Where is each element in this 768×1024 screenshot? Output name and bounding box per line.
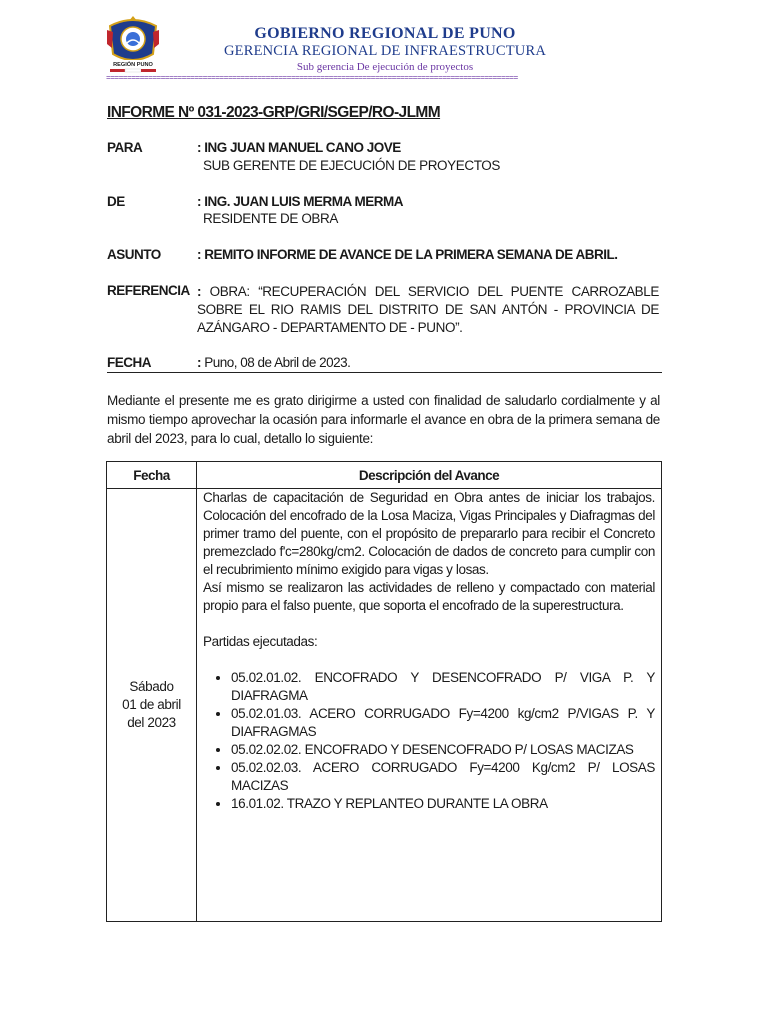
- fecha-block: [197, 355, 350, 370]
- fecha-value: Puno, 08 de Abril de 2023.: [201, 355, 351, 370]
- table-description-cell: [203, 489, 655, 813]
- date-line-1: Sábado: [129, 679, 174, 694]
- header-dept: GERENCIA REGIONAL DE INFRAESTRUCTURA: [223, 43, 547, 59]
- intro-paragraph: Mediante el presente me es grato dirigirme a usted con finalidad de saludarlo cordialmente y al mismo tiempo aprovechar la ocasión para informarle el avance en obra de la primera semana de abril del 2023, para lo cual, detallo lo siguiente:: [107, 393, 660, 446]
- partidas-list: [203, 669, 655, 813]
- fecha-label: FECHA: [107, 355, 151, 370]
- para-label: PARA: [107, 140, 143, 155]
- list-item: • 05.02.01.03. ACERO CORRUGADO Fy=4200 kg/cm2 P/VIGAS P. Y DIAFRAGMAS: [231, 705, 655, 741]
- fecha-colon: :: [197, 355, 201, 370]
- asunto-value: : REMITO INFORME DE AVANCE DE LA PRIMERA SEMANA DE ABRIL.: [197, 247, 618, 262]
- de-label: DE: [107, 194, 125, 209]
- table-header-descripcion: Descripción del Avance: [358, 468, 500, 483]
- list-item: • 05.02.02.03. ACERO CORRUGADO Fy=4200 Kg/cm2 P/ LOSAS MACIZAS: [231, 759, 655, 795]
- table-date-cell: [107, 678, 196, 732]
- date-line-3: del 2023: [127, 715, 176, 730]
- progress-table: [106, 461, 662, 922]
- referencia-colon: :: [197, 284, 202, 299]
- header-separator: ==================================================================================================: [106, 74, 518, 83]
- report-title: INFORME Nº 031-2023-GRP/GRI/SGEP/RO-JLMM: [107, 104, 441, 121]
- para-role: SUB GERENTE DE EJECUCIÓN DE PROYECTOS: [203, 158, 501, 173]
- referencia-block: [197, 283, 659, 337]
- table-column-divider: [196, 462, 197, 921]
- region-puno-logo: [104, 14, 162, 76]
- header-divider: [107, 372, 662, 373]
- de-name: : ING. JUAN LUIS MERMA MERMA: [197, 194, 403, 209]
- partidas-label: Partidas ejecutadas:: [203, 634, 318, 649]
- description-paragraph-1: Charlas de capacitación de Seguridad en Obra antes de iniciar los trabajos. Colocación del encofrado de la Losa Maciza, Vigas Principales y Diafragmas del primer tramo del puente, con el propósito de prepararlo para recibir el Concreto premezclado f'c=280kg/cm2. Colocación de dados de concreto para cumplir con el recubrimiento mínimo exigido para vigas y losas.: [203, 490, 655, 577]
- para-name: : ING JUAN MANUEL CANO JOVE: [197, 140, 401, 155]
- description-paragraph-2: Así mismo se realizaron las actividades de relleno y compactado con material propio para el falso puente, que soporta el encofrado de la superestructura.: [203, 580, 655, 613]
- date-line-2: 01 de abril: [122, 697, 181, 712]
- de-role: RESIDENTE DE OBRA: [203, 211, 338, 226]
- asunto-label: ASUNTO: [107, 247, 161, 262]
- list-item: • 05.02.02.02. ENCOFRADO Y DESENCOFRADO P/ LOSAS MACIZAS: [231, 741, 655, 759]
- referencia-value: OBRA: “RECUPERACIÓN DEL SERVICIO DEL PUENTE CARROZABLE SOBRE EL RIO RAMIS DEL DISTRITO DE SAN ANTÓN - PROVINCIA DE AZÁNGARO - DEPARTAMENTO DE - PUNO”.: [197, 284, 659, 335]
- referencia-label: REFERENCIA: [107, 283, 190, 298]
- header-subdept: Sub gerencia De ejecución de proyectos: [296, 61, 474, 73]
- list-item: • 05.02.01.02. ENCOFRADO Y DESENCOFRADO P/ VIGA P. Y DIAFRAGMA: [231, 669, 655, 705]
- header-org: GOBIERNO REGIONAL DE PUNO: [254, 25, 516, 42]
- list-item: • 16.01.02. TRAZO Y REPLANTEO DURANTE LA OBRA: [231, 795, 655, 813]
- table-header-fecha: Fecha: [133, 468, 170, 483]
- svg-text:REGIÓN PUNO: REGIÓN PUNO: [113, 62, 153, 68]
